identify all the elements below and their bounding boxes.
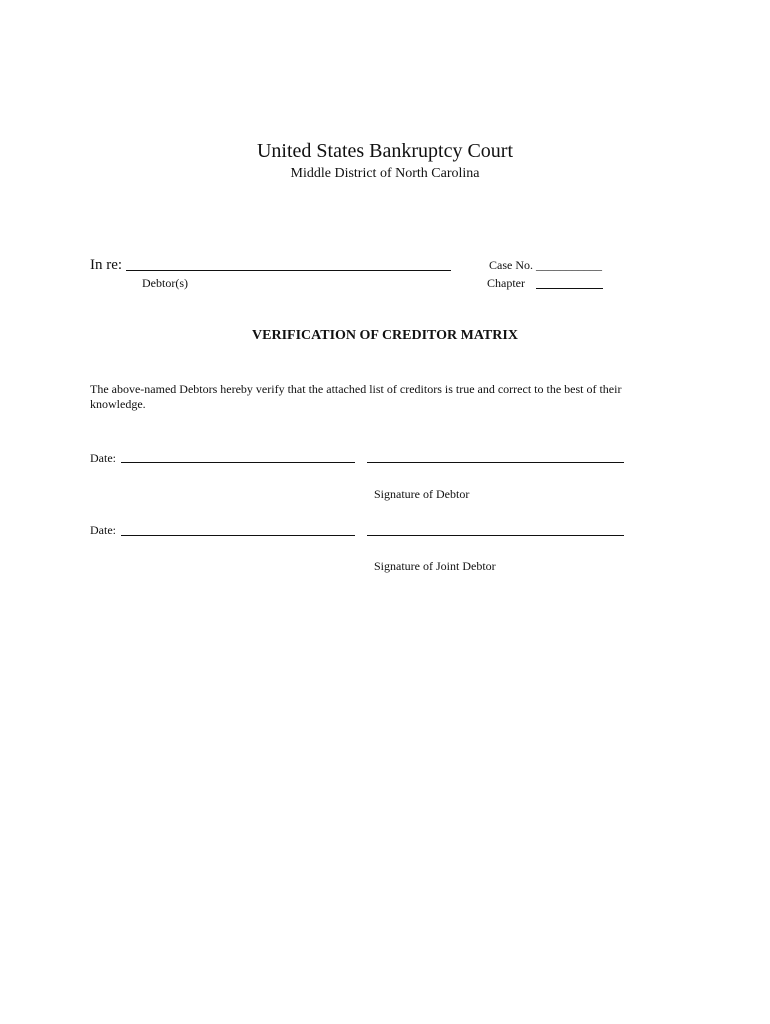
signature-label: Signature of Joint Debtor bbox=[374, 559, 496, 573]
signature-line[interactable] bbox=[367, 535, 624, 536]
date-label: Date: bbox=[90, 451, 116, 465]
date-line[interactable] bbox=[121, 462, 355, 463]
debtor-name-line[interactable] bbox=[126, 270, 451, 271]
chapter-label: Chapter bbox=[487, 276, 525, 290]
case-number-label: Case No. ___________ bbox=[489, 258, 602, 272]
date-line[interactable] bbox=[121, 535, 355, 536]
signature-label: Signature of Debtor bbox=[374, 487, 470, 501]
verification-statement: The above-named Debtors hereby verify that the attached list of creditors is true and correct to the best of their knowledge. bbox=[90, 382, 622, 411]
chapter-line[interactable] bbox=[536, 288, 603, 289]
district-name: Middle District of North Carolina bbox=[290, 166, 480, 181]
court-name: United States Bankruptcy Court bbox=[256, 140, 514, 162]
debtor-label: Debtor(s) bbox=[142, 276, 188, 290]
date-label: Date: bbox=[90, 523, 116, 537]
document-title: VERIFICATION OF CREDITOR MATRIX bbox=[252, 328, 518, 343]
signature-line[interactable] bbox=[367, 462, 624, 463]
in-re-label: In re: bbox=[90, 257, 123, 273]
